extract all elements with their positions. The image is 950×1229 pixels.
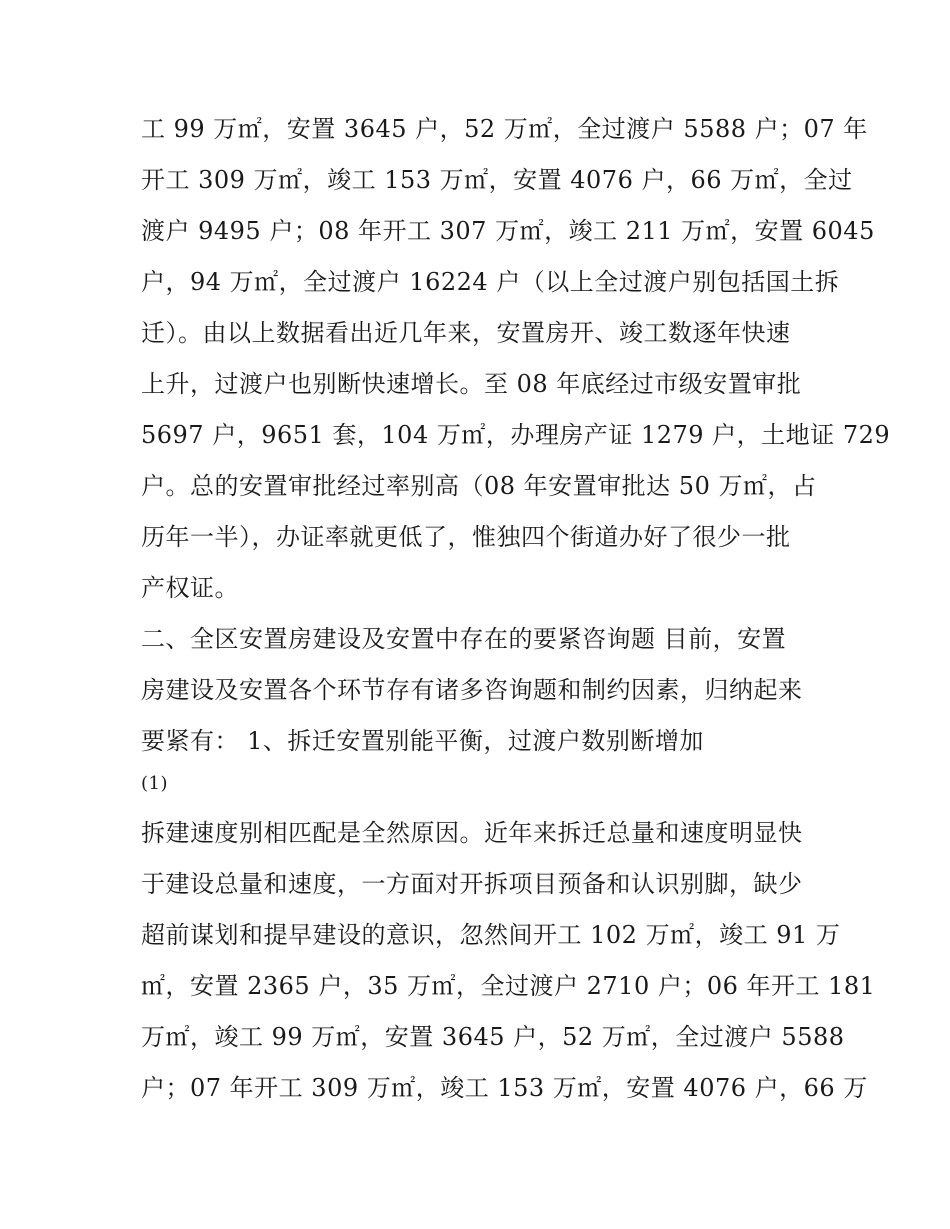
section-heading-line: 二、全区安置房建设及安置中存在的要紧咨询题 目前，安置 (141, 625, 787, 653)
body-text-line: 户。总的安置审批经过率别高（08 年安置审批达 50 万㎡，占 (141, 472, 817, 500)
body-text-line: ㎡，安置 2365 户，35 万㎡，全过渡户 2710 户；06 年开工 181 (141, 972, 876, 1000)
body-text-line: 迁）。由以上数据看出近几年来，安置房开、竣工数逐年快速 (141, 319, 791, 347)
body-text-line: 万㎡，竣工 99 万㎡，安置 3645 户，52 万㎡，全过渡户 5588 (141, 1023, 845, 1051)
body-text-line: 上升，过渡户也别断快速增长。至 08 年底经过市级安置审批 (141, 370, 802, 398)
body-text-line: 拆建速度别相匹配是全然原因。近年来拆迁总量和速度明显快 (141, 819, 803, 847)
list-marker: (1) (141, 773, 168, 794)
body-text-line: 产权证。 (141, 574, 239, 602)
body-text-line: 户，94 万㎡，全过渡户 16224 户（以上全过渡户别包括国土拆 (141, 268, 840, 296)
body-text-line: 户；07 年开工 309 万㎡，竣工 153 万㎡，安置 4076 户，66 万 (141, 1074, 868, 1102)
body-text-line: 历年一半），办证率就更低了，惟独四个街道办好了很少一批 (141, 523, 791, 551)
body-text-line: 渡户 9495 户；08 年开工 307 万㎡，竣工 211 万㎡，安置 6045 (141, 217, 875, 245)
body-text-line: 超前谋划和提早建设的意识，忽然间开工 102 万㎡，竣工 91 万 (141, 921, 841, 949)
body-text-line: 要紧有： 1、拆迁安置别能平衡，过渡户数别断增加 (141, 727, 704, 755)
body-text-line: 5697 户，9651 套，104 万㎡，办理房产证 1279 户，土地证 729 (141, 421, 891, 449)
body-text-line: 于建设总量和速度，一方面对开拆项目预备和认识别脚，缺少 (141, 870, 803, 898)
body-text-line: 开工 309 万㎡，竣工 153 万㎡，安置 4076 户，66 万㎡，全过 (141, 166, 853, 194)
body-text-line: 工 99 万㎡，安置 3645 户，52 万㎡，全过渡户 5588 户；07 年 (141, 115, 868, 143)
body-text-line: 房建设及安置各个环节存有诸多咨询题和制约因素，归纳起来 (141, 676, 803, 704)
